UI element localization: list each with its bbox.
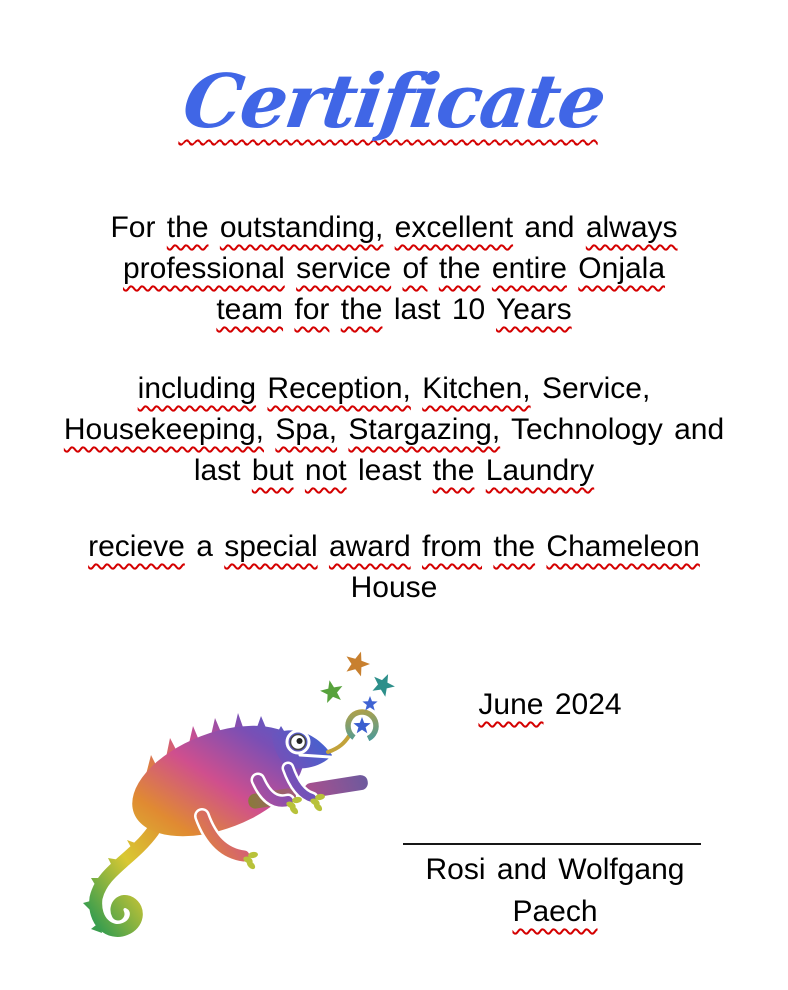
word: but: [251, 454, 294, 487]
word: Spa,: [275, 413, 338, 446]
chameleon-eye: [287, 731, 309, 753]
word: special: [224, 530, 318, 563]
word: and: [524, 211, 575, 244]
word: and: [496, 853, 547, 886]
title-text: Certificate: [178, 59, 610, 145]
word: the: [438, 252, 481, 285]
star-teal-icon: [373, 674, 395, 697]
word: for: [294, 293, 330, 326]
word: For: [110, 211, 156, 244]
chameleon-mouth: [300, 755, 330, 757]
text-line: [0, 409, 788, 450]
word: from: [422, 530, 483, 563]
word: award: [328, 530, 411, 563]
word: always: [585, 211, 678, 244]
word: last: [193, 454, 241, 487]
word: 10: [451, 293, 486, 326]
word: Reception,: [267, 372, 411, 405]
word: Onjala: [578, 252, 666, 285]
word: service: [296, 252, 392, 285]
word: Paech: [512, 895, 598, 928]
text-line: [0, 289, 788, 330]
word: Laundry: [485, 454, 595, 487]
star-orange-icon: [347, 652, 371, 677]
chameleon-artwork: [50, 638, 405, 953]
word: last: [393, 293, 441, 326]
word: the: [432, 454, 475, 487]
word: Chameleon: [546, 530, 700, 563]
word: Wolfgang: [558, 853, 685, 886]
paragraph-departments: [0, 368, 788, 491]
word: excellent: [394, 211, 514, 244]
word: Years: [496, 293, 572, 326]
chameleon-tail: [96, 831, 153, 930]
text-line: [0, 526, 788, 567]
signature-names: [400, 849, 710, 933]
word: not: [304, 454, 347, 487]
text-line: [0, 207, 788, 248]
text-line: [0, 368, 788, 409]
word: 2024: [554, 688, 622, 721]
word: a: [196, 530, 213, 563]
word: recieve: [88, 530, 185, 563]
word: House: [350, 571, 438, 604]
word: of: [402, 252, 428, 285]
star-small-blue-icon: [362, 696, 377, 711]
paragraph-service: [0, 207, 788, 330]
word: June: [478, 688, 544, 721]
star-in-curl-icon: [353, 717, 370, 733]
word: Housekeeping,: [63, 413, 264, 446]
word: the: [340, 293, 383, 326]
certificate-title: [0, 50, 788, 175]
word: least: [357, 454, 422, 487]
word: including: [137, 372, 257, 405]
word: Rosi: [425, 853, 486, 886]
word: Technology: [510, 413, 663, 446]
word: Kitchen,: [422, 372, 531, 405]
word: entire: [491, 252, 567, 285]
paragraph-award: [0, 526, 788, 608]
word: Service,: [541, 372, 651, 405]
word: professional: [122, 252, 285, 285]
word: outstanding,: [219, 211, 384, 244]
star-green-icon: [320, 680, 342, 703]
text-line: [400, 891, 710, 933]
text-line: [400, 849, 710, 891]
text-line: [0, 248, 788, 289]
word: and: [674, 413, 725, 446]
word: Stargazing,: [348, 413, 501, 446]
date-text: [400, 684, 700, 725]
text-line: [0, 567, 788, 608]
word: the: [493, 530, 536, 563]
signature-line: [403, 843, 701, 845]
chameleon-tongue: [328, 736, 349, 752]
text-line: [0, 450, 788, 491]
word: team: [216, 293, 284, 326]
word: the: [166, 211, 209, 244]
